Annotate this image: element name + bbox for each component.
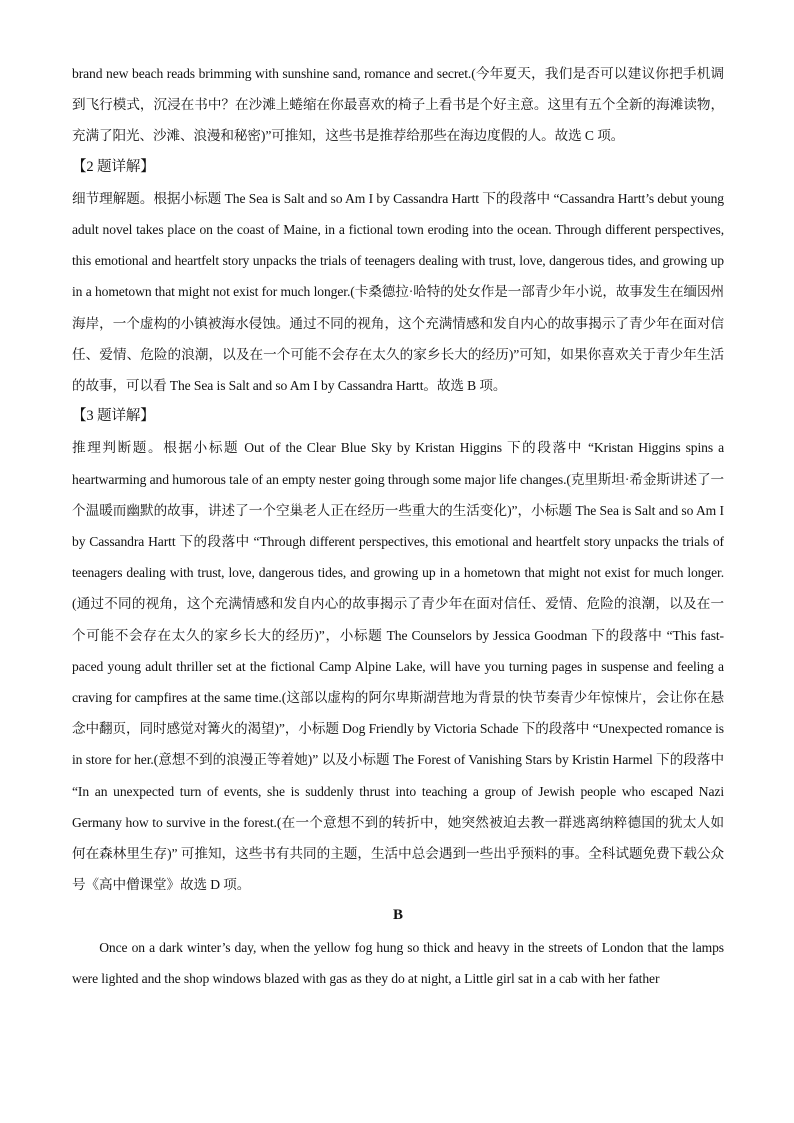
section-heading-b: B bbox=[393, 907, 403, 924]
paragraph-question-3-explanation: 推理判断题。根据小标题 Out of the Clear Blue Sky by Kristan Higgins 下的段落中 “Kristan Higgins spins a heartwarming and humorous tale of an empty nester going through some major life changes.(克里斯坦·希金斯讲述了一个温暖而幽默的故事，讲述了一个空巢老人正在经历一些重大的生活变化)”，小标题 The Sea is Salt and so Am I by Cassandra Hartt 下的段落中 “Through different perspectives, this emotional and heartfelt story unpacks the trials of teenagers dealing with trust, love, dangerous tides, and growing up in a hometown that might not exist for much longer.(通过不同的视角，这个充满情感和发自内心的故事揭示了青少年在面对信任、爱情、危险的浪潮，以及在一个可能不会存在太久的家乡长大的经历)”，小标题 The Counselors by Jessica Goodman 下的段落中 “This fast-paced young adult thriller set at the fictional Camp Alpine Lake, will have you turning pages in suspense and feeling a craving for campfires at the same time.(这部以虚构的阿尔卑斯湖营地为背景的快节奏青少年惊悚片，会让你在悬念中翻页，同时感觉对篝火的渴望)”，小标题 Dog Friendly by Victoria Schade 下的段落中 “Unexpected romance is in store for her.(意想不到的浪漫正等着她)” 以及小标题 The Forest of Vanishing Stars by Kristin Harmel 下的段落中 “In an unexpected turn of events, she is suddenly thrust into teaching a group of Jewish people who escaped Nazi Germany how to survive in the forest.(在一个意想不到的转折中，她突然被迫去教一群逃离纳粹德国的犹太人如何在森林里生存)” 可推知，这些书有共同的主题，生活中总会遇到一些出乎预料的事。全科试题免费下载公众号《高中僧课堂》故选 D 项。 bbox=[72, 440, 724, 893]
document-body bbox=[72, 58, 724, 994]
heading-question-2-explanation: 【2 题详解】 bbox=[72, 158, 155, 175]
paragraph-question-1-conclusion: brand new beach reads brimming with sunshine sand, romance and secret.(今年夏天，我们是否可以建议你把手机调到飞行模式，沉浸在书中？在沙滩上蜷缩在你最喜欢的椅子上看书是个好主意。这里有五个全新的海滩读物，充满了阳光、沙滩、浪漫和秘密)”可推知，这些书是推荐给那些在海边度假的人。故选 C 项。 bbox=[72, 66, 724, 144]
paragraph-passage-b-opening: Once on a dark winter’s day, when the yellow fog hung so thick and heavy in the streets of London that the lamps were lighted and the shop windows blazed with gas as they do at night, a Little girl sat in a cab with her father bbox=[72, 939, 724, 986]
heading-question-3-explanation: 【3 题详解】 bbox=[72, 408, 155, 425]
paragraph-question-2-explanation: 细节理解题。根据小标题 The Sea is Salt and so Am I by Cassandra Hartt 下的段落中 “Cassandra Hartt’s debut young adult novel takes place on the coast of Maine, in a fictional town eroding into the ocean. Through different perspectives, this emotional and heartfelt story unpacks the trials of teenagers dealing with trust, love, dangerous tides, and growing up in a hometown that might not exist for much longer.(卡桑德拉·哈特的处女作是一部青少年小说，故事发生在缅因州海岸，一个虚构的小镇被海水侵蚀。通过不同的视角，这个充满情感和发自内心的故事揭示了青少年在面对信任、爱情、危险的浪潮，以及在一个可能不会存在太久的家乡长大的经历)”可知，如果你喜欢关于青少年生活的故事，可以看 The Sea is Salt and so Am I by Cassandra Hartt。故选 B 项。 bbox=[72, 190, 724, 394]
